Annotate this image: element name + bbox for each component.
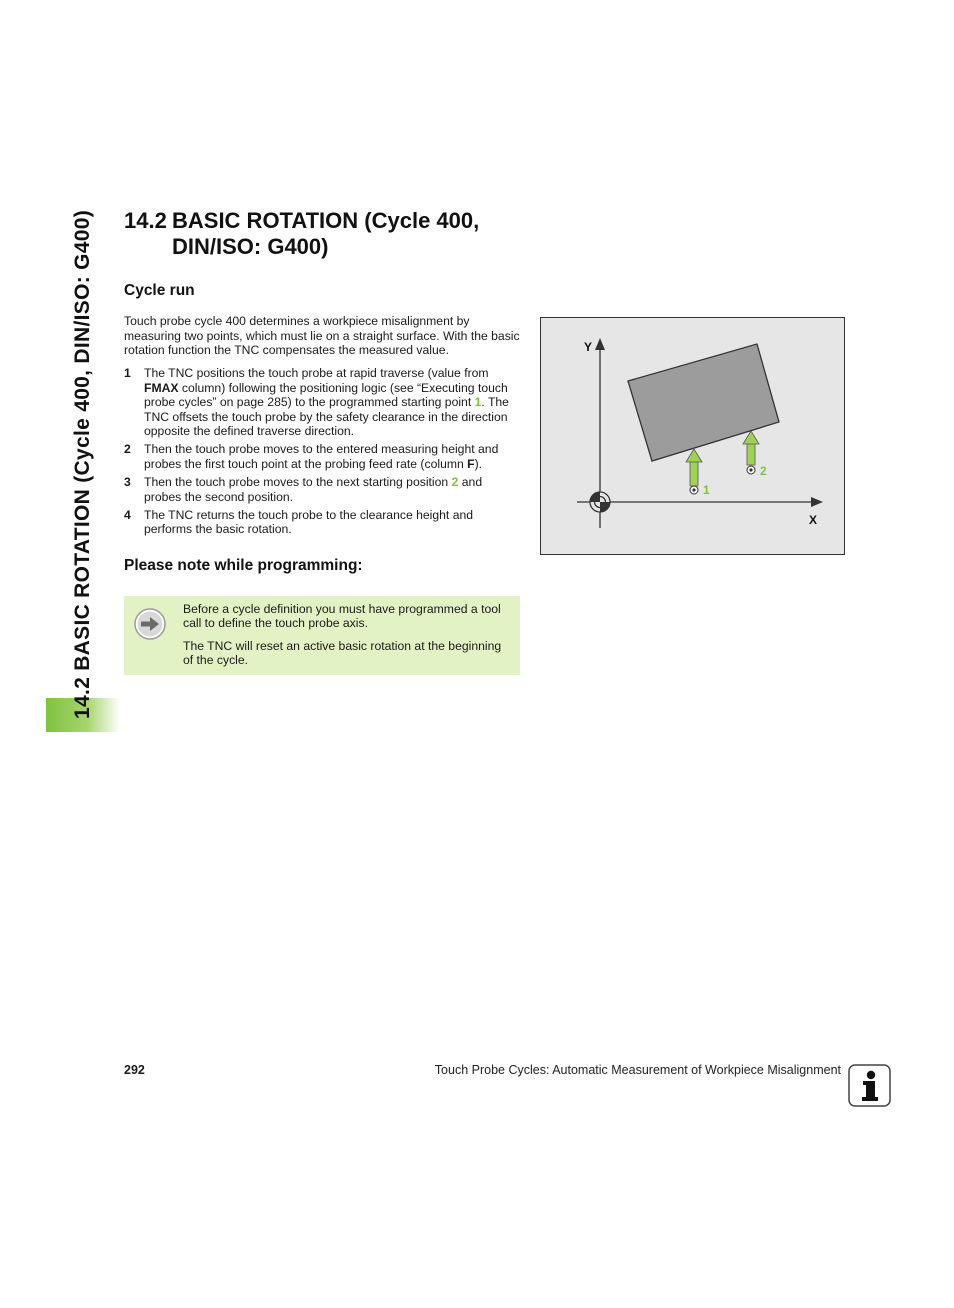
step-number: 1 xyxy=(124,366,131,380)
step-bold-text: FMAX xyxy=(144,380,179,395)
step-number: 3 xyxy=(124,475,131,490)
arrow-right-icon xyxy=(134,608,166,640)
step-text: column) following the positioning logic (see “Executing touch probe cycles” on page 285) to the programmed starting point xyxy=(144,380,508,410)
step-bold-text: F xyxy=(467,457,475,472)
section-title-line2: DIN/ISO: G400) xyxy=(172,234,329,259)
step-text: and probes the second position. xyxy=(144,475,483,504)
step-text: The TNC positions the touch probe at rapid traverse (value from xyxy=(144,366,489,380)
step-text: ). xyxy=(474,457,483,472)
section-heading xyxy=(124,208,479,260)
cycle-run-intro: Touch probe cycle 400 determines a workpiece misalignment by measuring two points, which must lie on a straight surface. With the basic rotation function the TNC compensates the measured value. xyxy=(124,314,520,358)
x-axis-label: X xyxy=(809,513,818,527)
cycle-steps-list xyxy=(124,366,520,541)
step-text: Then the touch probe moves to the entered measuring height and probes the first touch point at the probing feed rate (column xyxy=(144,442,499,472)
programming-note-text xyxy=(183,602,513,676)
y-axis-arrowhead xyxy=(595,338,605,350)
list-item xyxy=(124,475,520,504)
step-point-ref: 1 xyxy=(474,395,482,410)
list-item xyxy=(124,508,520,537)
probe-arrow-1-icon xyxy=(686,449,702,494)
origin-icon xyxy=(590,492,610,512)
step-number: 2 xyxy=(124,442,131,457)
section-title-line1: BASIC ROTATION (Cycle 400, xyxy=(172,208,480,233)
page-number: 292 xyxy=(124,1063,145,1077)
probe-arrow-2-icon xyxy=(743,431,759,474)
programming-note-box xyxy=(124,596,520,675)
step-text: Then the touch probe moves to the next starting position xyxy=(144,475,452,490)
point-1-label: 1 xyxy=(703,483,710,497)
section-number: 14.2 xyxy=(124,208,167,233)
footer-title: Touch Probe Cycles: Automatic Measurement of Workpiece Misalignment xyxy=(434,1063,841,1077)
chapter-side-title-text: 14.2 BASIC ROTATION (Cycle 400, DIN/ISO: G400) xyxy=(71,210,94,719)
y-axis-label: Y xyxy=(584,340,593,354)
programming-note-heading: Please note while programming: xyxy=(124,557,363,574)
basic-rotation-figure xyxy=(540,317,845,555)
list-item xyxy=(124,366,520,439)
point-2-label: 2 xyxy=(760,464,767,478)
note-paragraph: The TNC will reset an active basic rotation at the beginning of the cycle. xyxy=(183,638,502,668)
step-number: 4 xyxy=(124,507,131,522)
info-icon xyxy=(848,1064,891,1107)
note-paragraph: Before a cycle definition you must have programmed a tool call to define the touch probe axis. xyxy=(183,602,501,631)
step-text: . The TNC offsets the touch probe by the safety clearance in the direction opposite the defined traverse direction. xyxy=(144,395,509,439)
step-point-ref: 2 xyxy=(451,475,459,490)
cycle-run-heading: Cycle run xyxy=(124,282,195,299)
figure-drawing xyxy=(541,318,844,554)
x-axis-arrowhead xyxy=(811,497,823,507)
list-item xyxy=(124,442,520,471)
step-text: The TNC returns the touch probe to the clearance height and performs the basic rotation. xyxy=(144,507,474,537)
